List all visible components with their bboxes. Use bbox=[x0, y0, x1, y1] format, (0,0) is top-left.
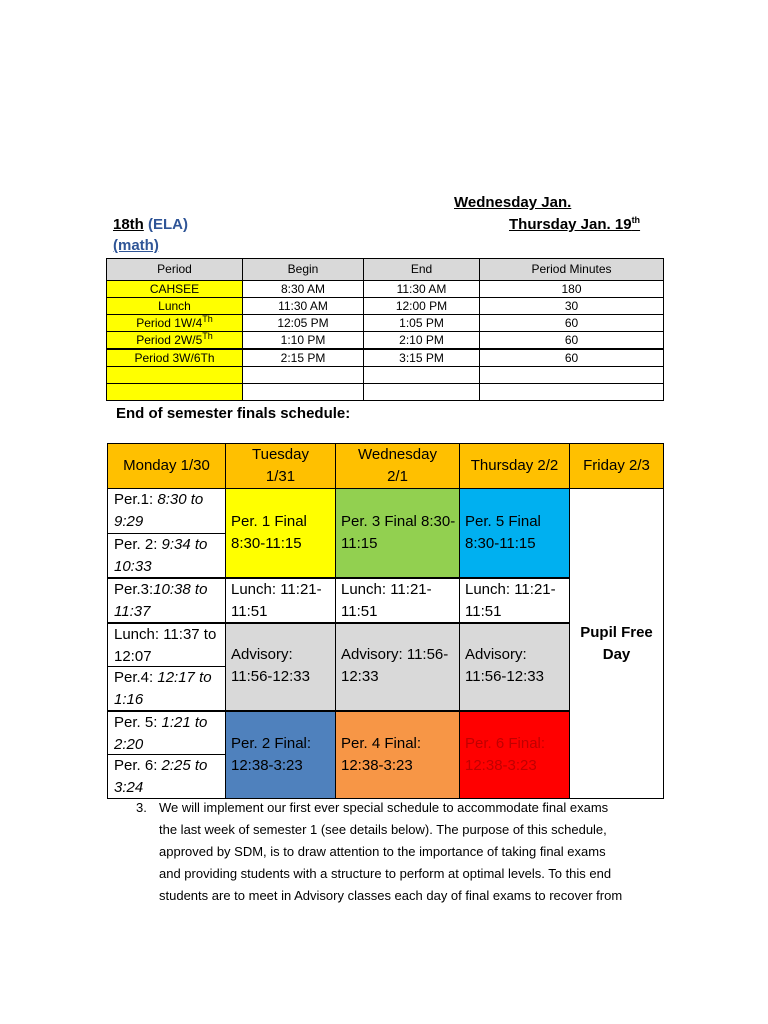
monday-period-5 bbox=[108, 710, 226, 754]
begin-cell bbox=[243, 384, 364, 401]
thursday-lunch: Lunch: 11:21- 11:51 bbox=[460, 577, 570, 622]
monday-label: Per.3: bbox=[114, 581, 154, 598]
col-period: Period bbox=[107, 259, 243, 281]
begin-cell: 1:10 PM bbox=[243, 332, 364, 350]
end-cell: 3:15 PM bbox=[364, 349, 480, 367]
header-friday: Friday 2/3 bbox=[570, 444, 663, 489]
monday-label: Per. 6: bbox=[114, 757, 162, 774]
table-row bbox=[107, 332, 664, 350]
period-table bbox=[106, 258, 664, 401]
end-cell bbox=[364, 367, 480, 384]
begin-cell bbox=[243, 367, 364, 384]
monday-period-3 bbox=[108, 577, 226, 622]
period-cell: Lunch bbox=[107, 298, 243, 315]
finals-schedule-grid bbox=[107, 443, 664, 799]
monday-time: 8:30 to 9:29 bbox=[114, 491, 204, 530]
period-cell bbox=[107, 367, 243, 384]
wednesday-heading: Wednesday Jan. bbox=[454, 194, 572, 211]
period-text: Period 1W/4 bbox=[136, 315, 203, 330]
wednesday-final-2: Per. 4 Final: 12:38-3:23 bbox=[336, 710, 460, 798]
table-row bbox=[107, 349, 664, 367]
monday-label: Per.1: bbox=[114, 491, 158, 508]
table-row bbox=[107, 281, 664, 298]
minutes-cell: 60 bbox=[480, 349, 664, 367]
wednesday-lunch: Lunch: 11:21- 11:51 bbox=[336, 577, 460, 622]
math-label: (math) bbox=[113, 237, 159, 254]
period-cell bbox=[107, 332, 243, 350]
monday-period-4 bbox=[108, 666, 226, 710]
paragraph-line: students are to meet in Advisory classes each day of final exams to recover from bbox=[159, 888, 623, 903]
period-table-header bbox=[107, 259, 664, 281]
paragraph-line: and providing students with a structure to perform at optimal levels. To this end bbox=[159, 866, 612, 881]
table-row bbox=[107, 367, 664, 384]
monday-time: 1:21 to 2:20 bbox=[114, 714, 208, 753]
begin-cell: 12:05 PM bbox=[243, 315, 364, 332]
col-end: End bbox=[364, 259, 480, 281]
header-wednesday: Wednesday 2/1 bbox=[336, 444, 460, 489]
monday-time: 9:34 to 10:33 bbox=[114, 536, 208, 575]
finals-title: End of semester finals schedule: bbox=[116, 405, 351, 422]
minutes-cell: 180 bbox=[480, 281, 664, 298]
end-cell: 1:05 PM bbox=[364, 315, 480, 332]
end-cell: 2:10 PM bbox=[364, 332, 480, 350]
monday-period-1 bbox=[108, 489, 226, 533]
wednesday-day: 18th bbox=[113, 216, 144, 233]
header-monday: Monday 1/30 bbox=[108, 444, 226, 489]
monday-time: 12:17 to 1:16 bbox=[114, 669, 212, 708]
paragraph-line: the last week of semester 1 (see details below). The purpose of this schedule, bbox=[159, 822, 607, 837]
end-cell bbox=[364, 384, 480, 401]
period-cell bbox=[107, 315, 243, 332]
monday-time: 2:25 to 3:24 bbox=[114, 757, 208, 796]
minutes-cell: 60 bbox=[480, 315, 664, 332]
wednesday-final-1: Per. 3 Final 8:30-11:15 bbox=[336, 489, 460, 577]
thursday-final-1: Per. 5 Final 8:30-11:15 bbox=[460, 489, 570, 577]
paragraph-line: We will implement our first ever special schedule to accommodate final exams bbox=[159, 800, 609, 815]
table-row bbox=[107, 384, 664, 401]
minutes-cell bbox=[480, 367, 664, 384]
period-cell: Period 3W/6Th bbox=[107, 349, 243, 367]
begin-cell: 8:30 AM bbox=[243, 281, 364, 298]
paragraph-number: 3. bbox=[136, 800, 147, 815]
period-sup: Th bbox=[202, 331, 213, 341]
period-text: Period 2W/5 bbox=[136, 332, 203, 347]
thursday-sup: th bbox=[631, 215, 641, 225]
minutes-cell bbox=[480, 384, 664, 401]
end-cell: 11:30 AM bbox=[364, 281, 480, 298]
monday-time: 10:38 to 11:37 bbox=[114, 581, 208, 620]
thursday-final-2: Per. 6 Final: 12:38-3:23 bbox=[460, 710, 570, 798]
tuesday-advisory: Advisory: 11:56-12:33 bbox=[226, 622, 336, 710]
tuesday-lunch: Lunch: 11:21- 11:51 bbox=[226, 577, 336, 622]
col-begin: Begin bbox=[243, 259, 364, 281]
wednesday-advisory: Advisory: 11:56-12:33 bbox=[336, 622, 460, 710]
thursday-label: Thursday Jan. 19 bbox=[509, 216, 632, 233]
begin-cell: 2:15 PM bbox=[243, 349, 364, 367]
monday-period-2 bbox=[108, 533, 226, 577]
period-sup: Th bbox=[202, 314, 213, 324]
header-thursday: Thursday 2/2 bbox=[460, 444, 570, 489]
table-row bbox=[107, 315, 664, 332]
period-cell bbox=[107, 384, 243, 401]
wednesday-date-line bbox=[113, 216, 188, 233]
tuesday-final-2: Per. 2 Final: 12:38-3:23 bbox=[226, 710, 336, 798]
ela-label: (ELA) bbox=[148, 216, 189, 233]
header-tuesday: Tuesday 1/31 bbox=[226, 444, 336, 489]
monday-label: Per. 5: bbox=[114, 714, 162, 731]
minutes-cell: 60 bbox=[480, 332, 664, 350]
minutes-cell: 30 bbox=[480, 298, 664, 315]
period-cell: CAHSEE bbox=[107, 281, 243, 298]
tuesday-final-1: Per. 1 Final 8:30-11:15 bbox=[226, 489, 336, 577]
end-cell: 12:00 PM bbox=[364, 298, 480, 315]
thursday-heading bbox=[509, 216, 640, 233]
col-minutes: Period Minutes bbox=[480, 259, 664, 281]
monday-label: Per.4: bbox=[114, 669, 158, 686]
monday-lunch: Lunch: 11:37 to 12:07 bbox=[108, 622, 226, 666]
monday-label: Per. 2: bbox=[114, 536, 162, 553]
friday-pupil-free-day: Pupil Free Day bbox=[580, 623, 653, 663]
monday-period-6 bbox=[108, 754, 226, 798]
table-row bbox=[107, 298, 664, 315]
paragraph-line: approved by SDM, is to draw attention to the importance of taking final exams bbox=[159, 844, 606, 859]
thursday-advisory: Advisory: 11:56-12:33 bbox=[460, 622, 570, 710]
begin-cell: 11:30 AM bbox=[243, 298, 364, 315]
